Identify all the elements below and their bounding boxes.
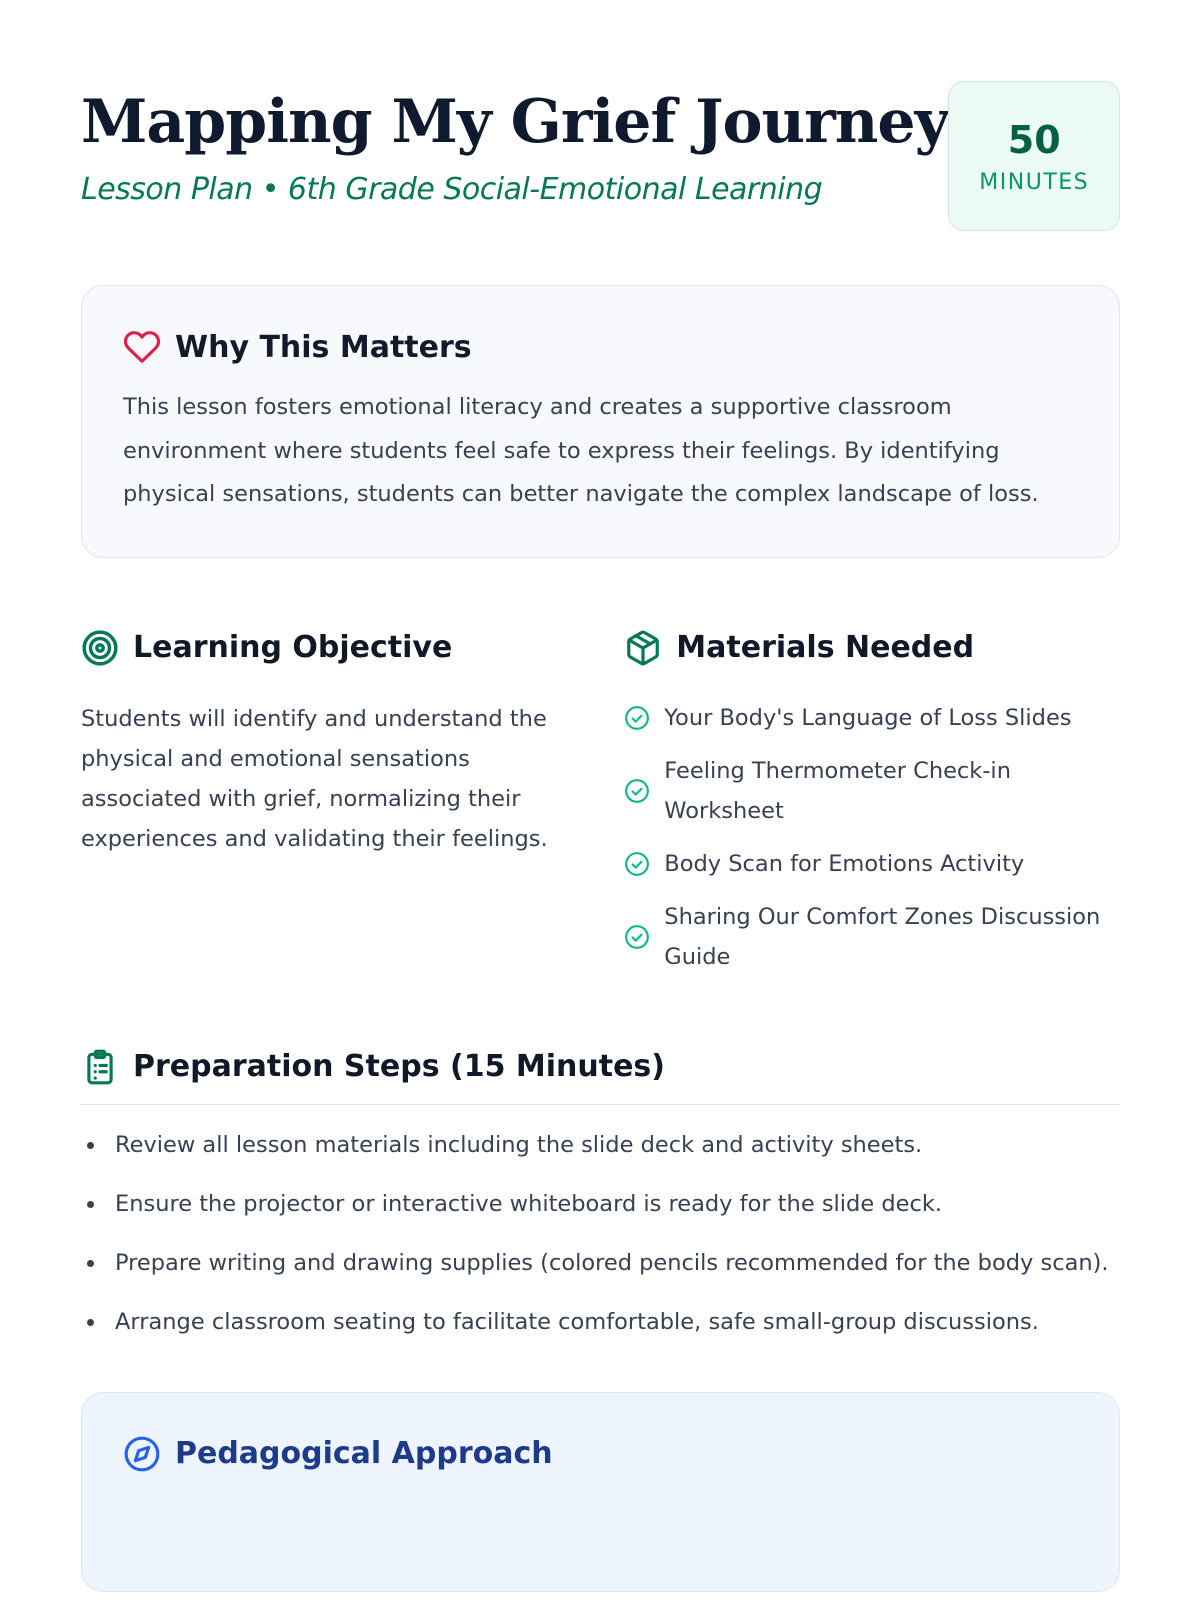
why-this-matters-text: This lesson fosters emotional literacy and creates a supportive classroom environment where students feel safe to express their feelings. By identifying physical sensations, students can better navigate the complex landscape of loss. (123, 394, 1039, 507)
why-this-matters-card (81, 285, 1120, 558)
list-item (624, 751, 1120, 831)
why-this-matters-header (123, 328, 1079, 366)
preparation-section (81, 1048, 1120, 1342)
check-circle-icon (624, 924, 650, 950)
heart-icon (123, 328, 161, 366)
learning-objective-title: Learning Objective (133, 630, 453, 665)
list-item: Arrange classroom seating to facilitate comfortable, safe small-group discussions. (81, 1302, 1120, 1342)
material-label: Body Scan for Emotions Activity (664, 850, 1025, 877)
preparation-list (81, 1125, 1120, 1342)
box-icon (624, 629, 662, 667)
duration-badge (948, 81, 1120, 231)
list-item (624, 698, 1120, 738)
list-item: Review all lesson materials including the slide deck and activity sheets. (81, 1125, 1120, 1165)
pedagogical-approach-card (81, 1392, 1120, 1592)
materials-title: Materials Needed (676, 630, 975, 665)
list-item (624, 844, 1120, 884)
duration-unit: MINUTES (979, 169, 1090, 195)
pedagogical-approach-title: Pedagogical Approach (175, 1436, 553, 1471)
learning-objective-header (81, 628, 624, 668)
materials-list (624, 698, 1120, 977)
header (81, 80, 1120, 231)
list-item: Ensure the projector or interactive whiteboard is ready for the slide deck. (81, 1184, 1120, 1224)
material-label: Your Body's Language of Loss Slides (664, 704, 1072, 731)
materials-section (624, 628, 1120, 990)
why-this-matters-title: Why This Matters (175, 329, 472, 365)
list-item: Prepare writing and drawing supplies (colored pencils recommended for the body scan). (81, 1243, 1120, 1283)
divider (81, 1104, 1120, 1105)
duration-value: 50 (1007, 117, 1061, 162)
preparation-title: Preparation Steps (15 Minutes) (133, 1049, 666, 1084)
material-label: Feeling Thermometer Check-in Worksheet (664, 757, 1011, 824)
compass-icon (123, 1435, 161, 1473)
materials-header (624, 628, 1120, 668)
learning-objective-text: Students will identify and understand the physical and emotional sensations associated with grief, normalizing their experiences and validating their feelings. (81, 705, 548, 852)
preparation-header (81, 1048, 1120, 1104)
check-circle-icon (624, 705, 650, 731)
page-subtitle: Lesson Plan • 6th Grade Social-Emotional Learning (81, 172, 823, 207)
pedagogical-approach-header (123, 1435, 1079, 1473)
target-icon (81, 629, 119, 667)
objective-materials-row (81, 628, 1120, 990)
check-circle-icon (624, 851, 650, 877)
learning-objective-section (81, 628, 624, 990)
title-block (81, 80, 948, 207)
material-label: Sharing Our Comfort Zones Discussion Guide (664, 903, 1101, 970)
clipboard-icon (81, 1048, 119, 1086)
list-item (624, 897, 1120, 977)
check-circle-icon (624, 778, 650, 804)
page-title: Mapping My Grief Journey (81, 87, 949, 157)
